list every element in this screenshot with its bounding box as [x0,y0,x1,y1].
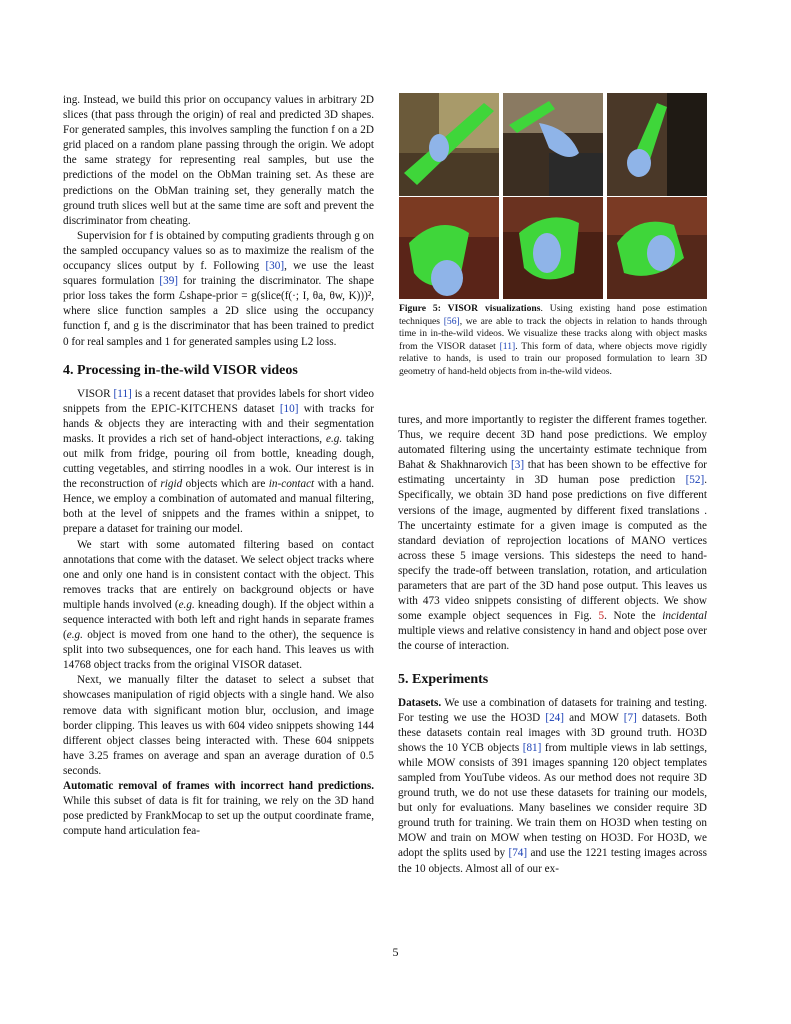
frame-bottom-2 [503,197,603,299]
frame-top-1 [399,93,499,196]
frame-bottom-3 [607,197,707,299]
citation-link[interactable]: [7] [623,711,637,724]
section-heading: 4. Processing in-the-wild VISOR videos [63,362,298,378]
left-column [63,93,374,839]
hand-glove [429,134,449,162]
figure-caption: Figure 5: VISOR visualizations. Using existing hand pose estimation techniques [56], we are able to track the objects in relation to hands through time in in-the-wild videos. We visualize these tracks along with object masks from the VISOR dataset [11]. This form of data, where objects move rigidly relative to hands, is used to train our proposed formulation to learn 3D geometry of hand-held objects from in-the-wild videos. [399,303,707,377]
citation-link[interactable]: [24] [545,711,564,724]
citation-link[interactable]: [30] [265,260,285,273]
frame-bottom-1 [399,197,499,299]
citation-link[interactable]: [52] [685,474,705,487]
paragraph: ing. Instead, we build this prior on occupancy values in arbitrary 2D slices (that pass through the origin) of real and predicted 3D shapes. For generated samples, this involves sampling the function f on a 2D grid placed on a random plane passing through the origin. We adopt the same strategy for representing real samples, but use the predictions of the model on the ObMan training set. As these are predictions on the ObMan training set, they generally match the ground truth slices well but at the same time are soft and prevent the discriminator from cheating. [63,94,374,227]
citation-link[interactable]: [39] [159,275,179,288]
paragraph: VISOR [11] is a recent dataset that provides labels for short video snippets from the EPIC-KITCHENS dataset [10] with tracks for hands & objects they are interacting with and their segmentation masks. It provides a rich set of hand-object interactions, e.g. taking out milk from fridge, pouring oil from bottle, kneading dough, cutting vegetables, and stirring noodles in a wok. Our interest is in the reconstruction of rigid objects which are in-contact with a hand. Hence, we employ a combination of automated and manual filtering, both at the level of snippets and the frames within a snippet, to prepare a dataset for training our model. [63,387,375,536]
page-number: 5 [392,945,399,959]
citation-link[interactable]: [11] [113,387,132,400]
paragraph: Supervision for f is obtained by computing gradients through g on the sampled occupancy values so as to maximize the realism of the occupancy slices output by f. Following [30], we use the least squares formulation [39] for training the discriminator. The shape prior loss takes the form ℒshape-prior = g(slice(f(·; I, θa, θw, K)))², where slice function samples a 2D slice using the occupancy function f, and g is the discriminator that has been trained to predict 0 for real samples and 1 for generated samples using L2 loss. [63,229,374,348]
paragraph: tures, and more importantly to register the different frames together. Thus, we require decent 3D hand pose predictions. We employ automated filtering using the uncertainty estimate technique from Bahat & Shakhnarovich [3] that has been shown to be effective for estimating uncertainty in 3D human pose prediction [52]. Specifically, we obtain 3D hand pose predictions on five different versions of the image, augmented by different fixed translations . The uncertainty estimate for a given image is computed as the standard deviation of reprojection locations of MANO vertices across these 5 image versions. This sidesteps the need to hand-specify the trade-off between translation, rotation, and articulation parameters that are part of the 3D hand pose output. This leaves us with 473 video snippets consisting of different objects. We show some example object sequences in Fig. 5. Note the incidental multiple views and relative consistency in hand and object pose over the course of interaction. [398,414,708,653]
run-in-heading: Datasets. [398,696,442,709]
citation-link[interactable]: [10] [279,402,299,415]
frame-top-2 [503,93,603,196]
frame-top-3 [607,93,707,196]
run-in-heading: Automatic removal of frames with incorrect hand predictions. [63,780,374,793]
citation-link[interactable]: [56] [443,315,460,327]
citation-link[interactable]: [74] [508,847,528,860]
citation-link[interactable]: [11] [499,340,516,352]
section-heading: 5. Experiments [398,671,489,687]
right-column [398,413,707,877]
citation-link[interactable]: [3] [511,459,525,472]
hand-glove [627,149,651,177]
figure-link[interactable]: 5 [598,610,605,623]
hand-glove [647,235,675,271]
paragraph: Automatic removal of frames with incorrect hand predictions. While this subset of data is fit for training, we rely on the 3D hand pose predicted by FrankMocap to set up the output coordinate frame, compute hand articulation fea- [63,780,374,838]
paragraph: Datasets. We use a combination of datasets for training and testing. For testing we use the HO3D [24] and MOW [7] datasets. Both these datasets contain real images with 3D ground truth. HO3D shows the 10 YCB objects [81] from multiple views in lab settings, while MOW consists of 391 images spanning 120 object templates sampled from YouTube videos. As our method does not require 3D ground truth, we do not use these datasets for training our models, but only for evaluations. Many baselines we consider require 3D ground truth for training. We train them on HO3D when testing on MOW and train on MOW when testing on HO3D. For HO3D, we adopt the splits used by [74] and use the 1221 testing images across the 10 objects. Almost all of our ex- [398,696,707,875]
hand-glove [533,233,561,273]
citation-link[interactable]: [81] [522,741,542,754]
hand-glove [431,260,463,296]
paragraph: Next, we manually filter the dataset to select a subset that showcases manipulation of rigid objects with a single hand. We also remove data with significant motion blur, occlusion, and image border clipping. This leaves us with 604 video snippets showing 144 different object classes being interacted with. These 604 snippets have 3.25 frames on average and span an average duration of 0.5 seconds. [63,674,374,777]
figure-5-image-grid [399,93,707,299]
paragraph: We start with some automated filtering based on contact annotations that come with the dataset. We select object tracks where one and only one hand is in consistent contact with the object. This removes tracks that are entirely on background objects or have multiple hands involved (e.g. kneading dough). If the object within a sequence interacted with both left and right hands in separate frames (e.g. object is moved from one hand to the other), the sequence is split into two subsequences, one for each hand. This leaves us with 14768 object tracks from the original VISOR dataset. [63,538,375,672]
